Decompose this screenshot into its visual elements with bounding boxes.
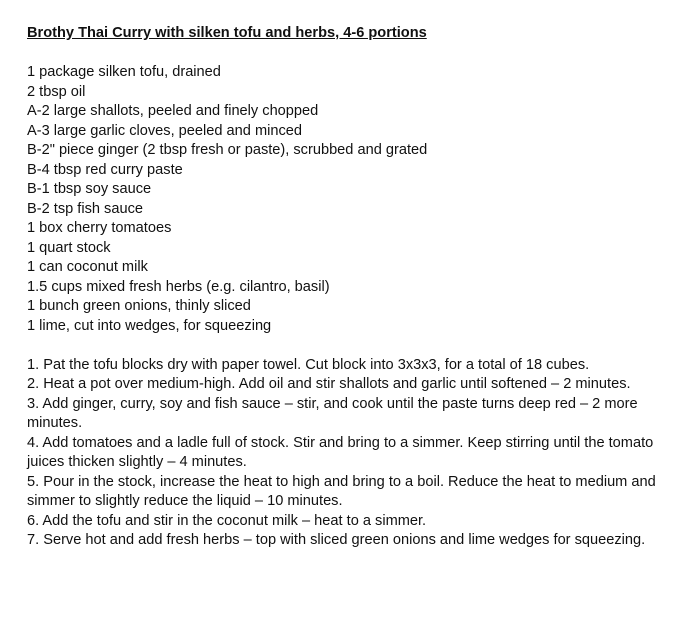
ingredient-item: 1 quart stock [27,239,111,256]
ingredient-item: B-2 tsp fish sauce [27,200,143,217]
instruction-step: 1. Pat the tofu blocks dry with paper towel. Cut block into 3x3x3, for a total of 18 cubes. [27,356,590,373]
ingredient-item: A-3 large garlic cloves, peeled and minced [27,122,303,139]
ingredient-item: B-1 tbsp soy sauce [27,181,152,197]
ingredient-item: 1 package silken tofu, drained [27,64,221,80]
instruction-step: 6. Add the tofu and stir in the coconut milk – heat to a simmer. [27,512,427,529]
ingredient-item: B-4 tbsp red curry paste [27,161,183,178]
ingredient-item: 1.5 cups mixed fresh herbs (e.g. cilantro, basil) [27,278,330,295]
ingredient-item: 1 box cherry tomatoes [27,220,172,236]
ingredient-item: B-2" piece ginger (2 tbsp fresh or paste), scrubbed and grated [27,142,428,158]
ingredient-item: A-2 large shallots, peeled and finely chopped [27,103,319,119]
instruction-step: 7. Serve hot and add fresh herbs – top with sliced green onions and lime wedges for squeezing. [27,532,646,548]
recipe-document [27,23,657,551]
instruction-list [27,356,657,551]
instruction-step: 3. Add ginger, curry, soy and fish sauce – stir, and cook until the paste turns deep red – 2 more minutes. [27,395,638,431]
ingredient-item: 1 lime, cut into wedges, for squeezing [27,317,272,334]
instruction-step: 5. Pour in the stock, increase the heat to high and bring to a boil. Reduce the heat to medium and simmer to slightly reduce the liquid – 10 minutes. [27,473,656,509]
ingredient-item: 2 tbsp oil [27,83,86,100]
ingredient-item: 1 bunch green onions, thinly sliced [27,298,251,314]
ingredient-list [27,63,657,336]
instruction-step: 2. Heat a pot over medium-high. Add oil and stir shallots and garlic until softened – 2 minutes. [27,376,631,392]
instruction-step: 4. Add tomatoes and a ladle full of stock. Stir and bring to a simmer. Keep stirring until the tomato juices thicken slightly – 4 minutes. [27,434,654,470]
recipe-title: Brothy Thai Curry with silken tofu and herbs, 4-6 portions [27,25,427,41]
ingredient-item: 1 can coconut milk [27,259,148,275]
